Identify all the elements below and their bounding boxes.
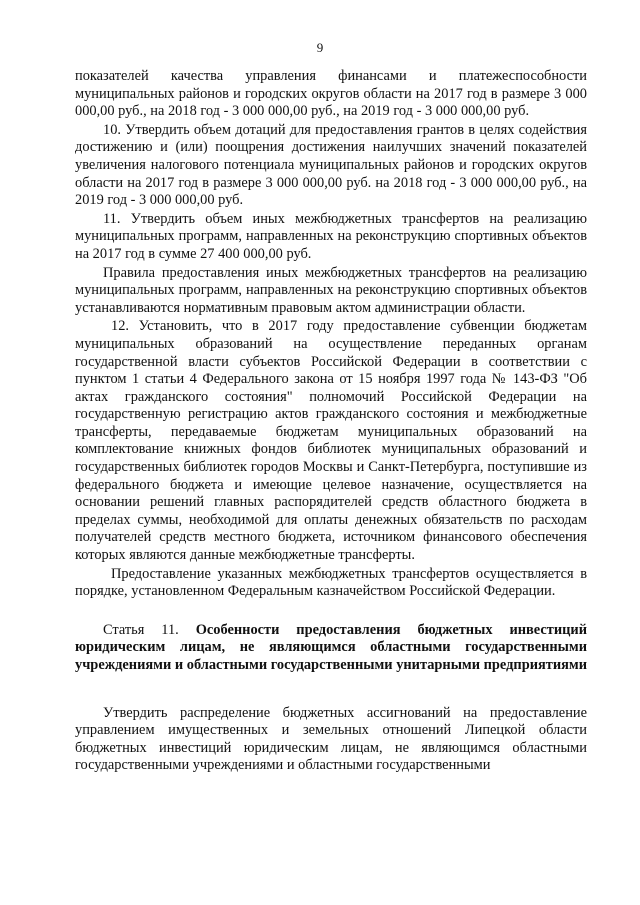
paragraph-continuation: показателей качества управления финансами и платежеспособности муниципальных районов и городских округов области на 2017 год в размере 3 000 000,00 руб., на 2018 год - 3 000 000,00 руб., на 2019 год - 3 000 000,00 руб. [75,68,587,120]
paragraph-item-12: 12. Установить, что в 2017 году предоставление субвенции бюджетам муниципальных образований на осуществление переданных органам государственной власти субъектов Российской Федерации в соответствии с пунктом 1 статьи 4 Федерального закона от 15 ноября 1997 года № 143-ФЗ "Об актах гражданского состояния" полномочий Российской Федерации на государственную регистрацию актов гражданского состояния и межбюджетные трансферты, передаваемые бюджетам муниципальных образований на комплектование книжных фондов библиотек муниципальных образований и государственных библиотек городов Москвы и Санкт-Петербурга, поступившие из федерального бюджета и имеющие целевое назначение, осуществляется на основании решений главных распорядителей средств областного бюджета в пределах суммы, необходимой для оплаты денежных обязательств по расходам получателей средств местного бюджета, источником финансового обеспечения которых являются данные межбюджетные трансферты. [75,318,587,564]
document-body [75,68,587,775]
paragraph-article-11-body: Утвердить распределение бюджетных ассигнований на предоставление управлением имущественных и земельных отношений Липецкой области бюджетных инвестиций юридическим лицам, не являющимся областными государственными учреждениями и областными государственными [75,704,587,774]
paragraph-item-10: 10. Утвердить объем дотаций для предоставления грантов в целях содействия достижению и (или) поощрения достижения наилучших значений показателей увеличения налогового потенциала муниципальных районов и городских округов области на 2017 год в размере 3 000 000,00 руб. на 2018 год - 3 000 000,00 руб., на 2019 год - 3 000 000,00 руб. [75,121,587,209]
paragraph-item-11: 11. Утвердить объем иных межбюджетных трансфертов на реализацию муниципальных программ, направленных на реконструкцию спортивных объектов на 2017 год в сумме 27 400 000,00 руб. [75,210,587,262]
paragraph-item-12-order: Предоставление указанных межбюджетных трансфертов осуществляется в порядке, установленном Федеральным казначейством Российской Федерации. [75,565,587,600]
article-title: Особенности предоставления бюджетных инвестиций юридическим лицам, не являющимся областными государственными учреждениями и областными государственными унитарными предприятиями [75,621,588,673]
article-label: Статья 11. [103,621,179,638]
article-heading [75,622,587,675]
paragraph-item-11-rules: Правила предоставления иных межбюджетных трансфертов на реализацию муниципальных программ, направленных на реконструкцию спортивных объектов устанавливаются нормативным правовым актом администрации области. [75,264,587,316]
page-number: 9 [316,40,324,55]
